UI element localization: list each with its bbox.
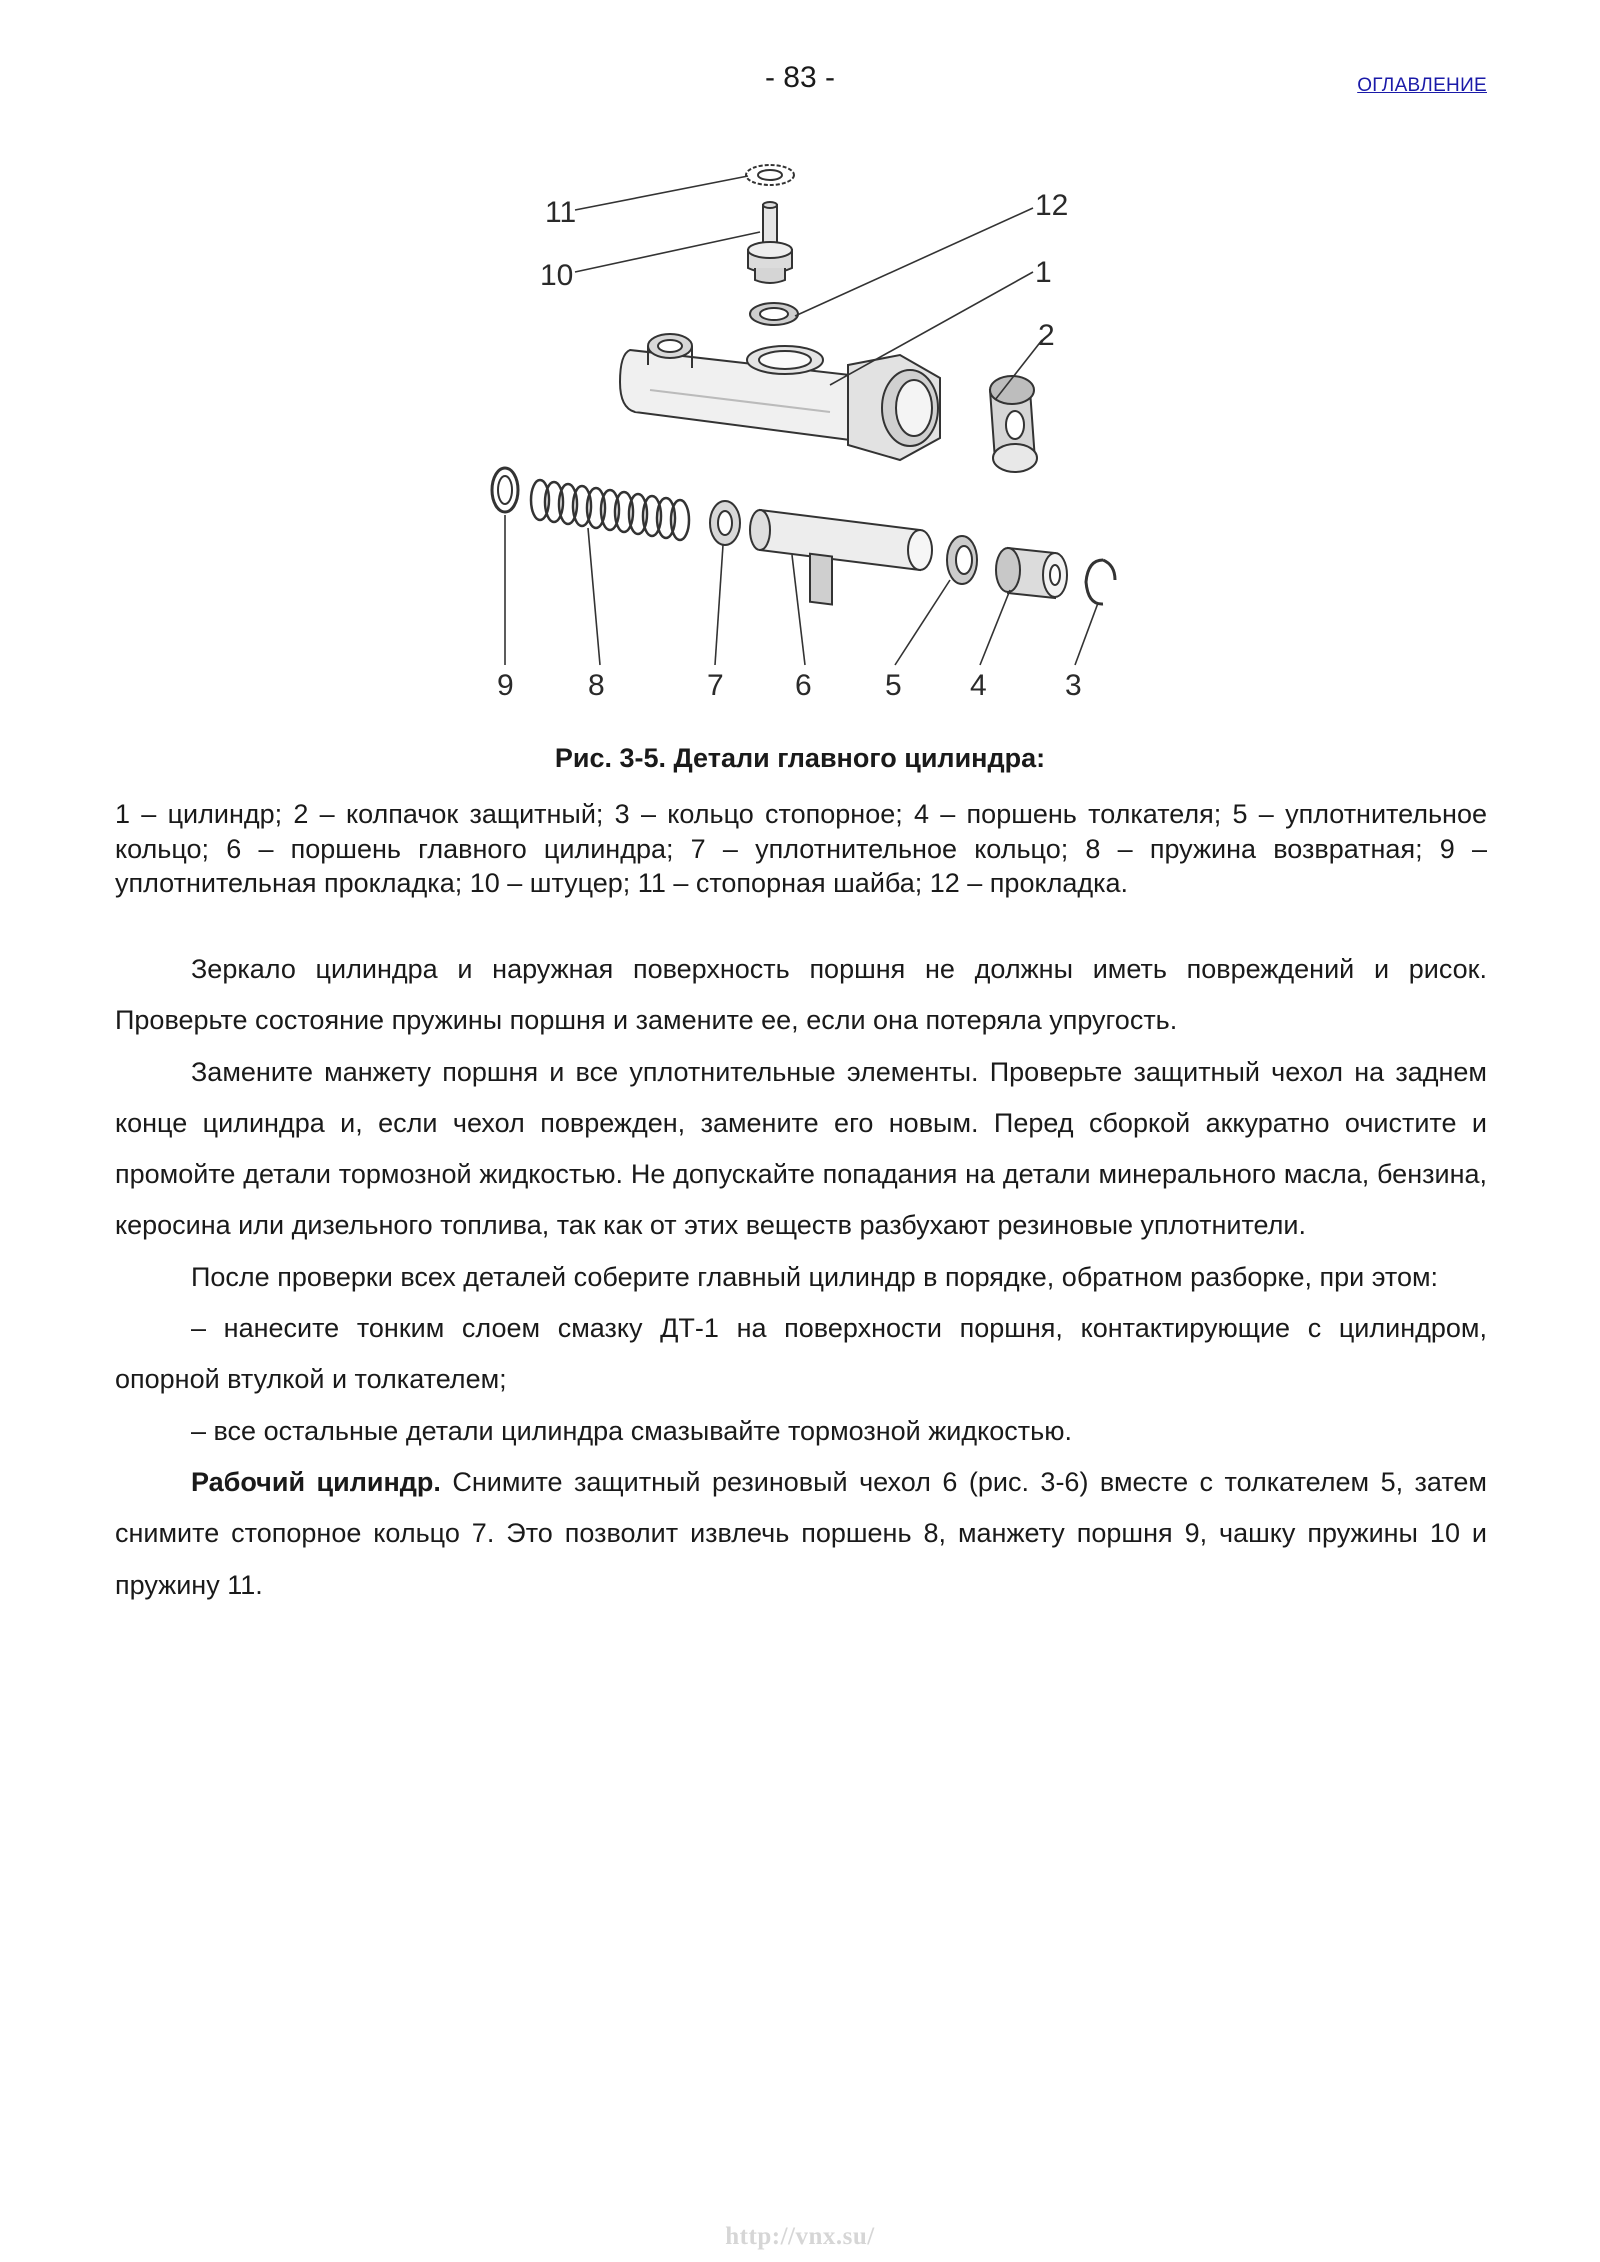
callout-3: 3 [1065,669,1082,702]
callout-4: 4 [970,669,987,702]
fitting-part [748,202,792,283]
callout-6: 6 [795,669,812,702]
master-cylinder-exploded-diagram [470,150,1150,705]
figure-caption-title: Рис. 3-5. Детали главного цилиндра: [554,743,1046,773]
callout-8: 8 [588,669,605,702]
seal-ring-part [710,501,740,545]
lock-washer-part [746,165,794,185]
pusher-piston-part [996,548,1067,598]
body-text [115,944,1487,1611]
callout-1: 1 [1035,256,1052,289]
master-piston-part [750,510,932,604]
paragraph-2: Замените манжету поршня и все уплотнительные элементы. Проверьте защитный чехол на заднем конце цилиндра и, если чехол поврежден, замените его новым. Перед сборкой аккуратно очистите и промойте детали тормозной жидкостью. Не допускайте попадания на детали минерального масла, бензина, керосина или дизельного топлива, так как от этих веществ разбухают резиновые уплотнители. [115,1056,1487,1241]
cylinder-body-part [620,334,940,460]
figure-legend: 1 – цилиндр; 2 – колпачок защитный; 3 – кольцо стопорное; 4 – поршень толкателя; 5 – уплотнительное кольцо; 6 – поршень главного цилиндра; 7 – уплотнительное кольцо; 8 – пружина возвратная; 9 – уплотнительная прокладка; 10 – штуцер; 11 – стопорная шайба; 12 – прокладка. [115,799,1487,898]
paragraph-4 [115,1457,1487,1611]
sealing-ring-part [947,536,977,584]
section-heading-inline: Рабочий цилиндр. [191,1466,441,1497]
callout-7: 7 [707,669,724,702]
callout-9: 9 [497,669,514,702]
gasket-part [750,303,798,325]
paragraph-4-text: Снимите защитный резиновый чехол 6 (рис. 3-6) вместе с толкателем 5, затем снимите стопорное кольцо 7. Это позволит извлечь поршень 8, манжету поршня 9, чашку пружины 10 и пружину 11. [115,1466,1487,1600]
callout-10: 10 [540,259,574,292]
callout-5: 5 [885,669,902,702]
diagram-svg [470,150,1150,705]
page-number: - 83 - [764,61,836,94]
sealing-gasket-part [492,468,518,512]
footer-watermark-url: http://vnx.su/ [725,2223,875,2250]
retaining-ring-part [1086,560,1115,604]
list-item-1: – нанесите тонким слоем смазку ДТ-1 на поверхности поршня, контактирующие с цилиндром, опорной втулкой и толкателем; [115,1313,1487,1395]
callout-12: 12 [1035,189,1069,222]
callout-11: 11 [545,196,577,229]
return-spring-part [531,480,689,540]
table-of-contents-link[interactable]: ОГЛАВЛЕНИЕ [1357,75,1487,96]
paragraph-3: После проверки всех деталей соберите главный цилиндр в порядке, обратном разборке, при этом: [191,1261,1439,1292]
list-item-2: – все остальные детали цилиндра смазывайте тормозной жидкостью. [191,1415,1072,1446]
paragraph-1: Зеркало цилиндра и наружная поверхность поршня не должны иметь повреждений и рисок. Проверьте состояние пружины поршня и замените ее, если она потеряла упругость. [115,954,1487,1036]
protective-cap-part [990,376,1037,472]
callout-2: 2 [1038,319,1055,352]
